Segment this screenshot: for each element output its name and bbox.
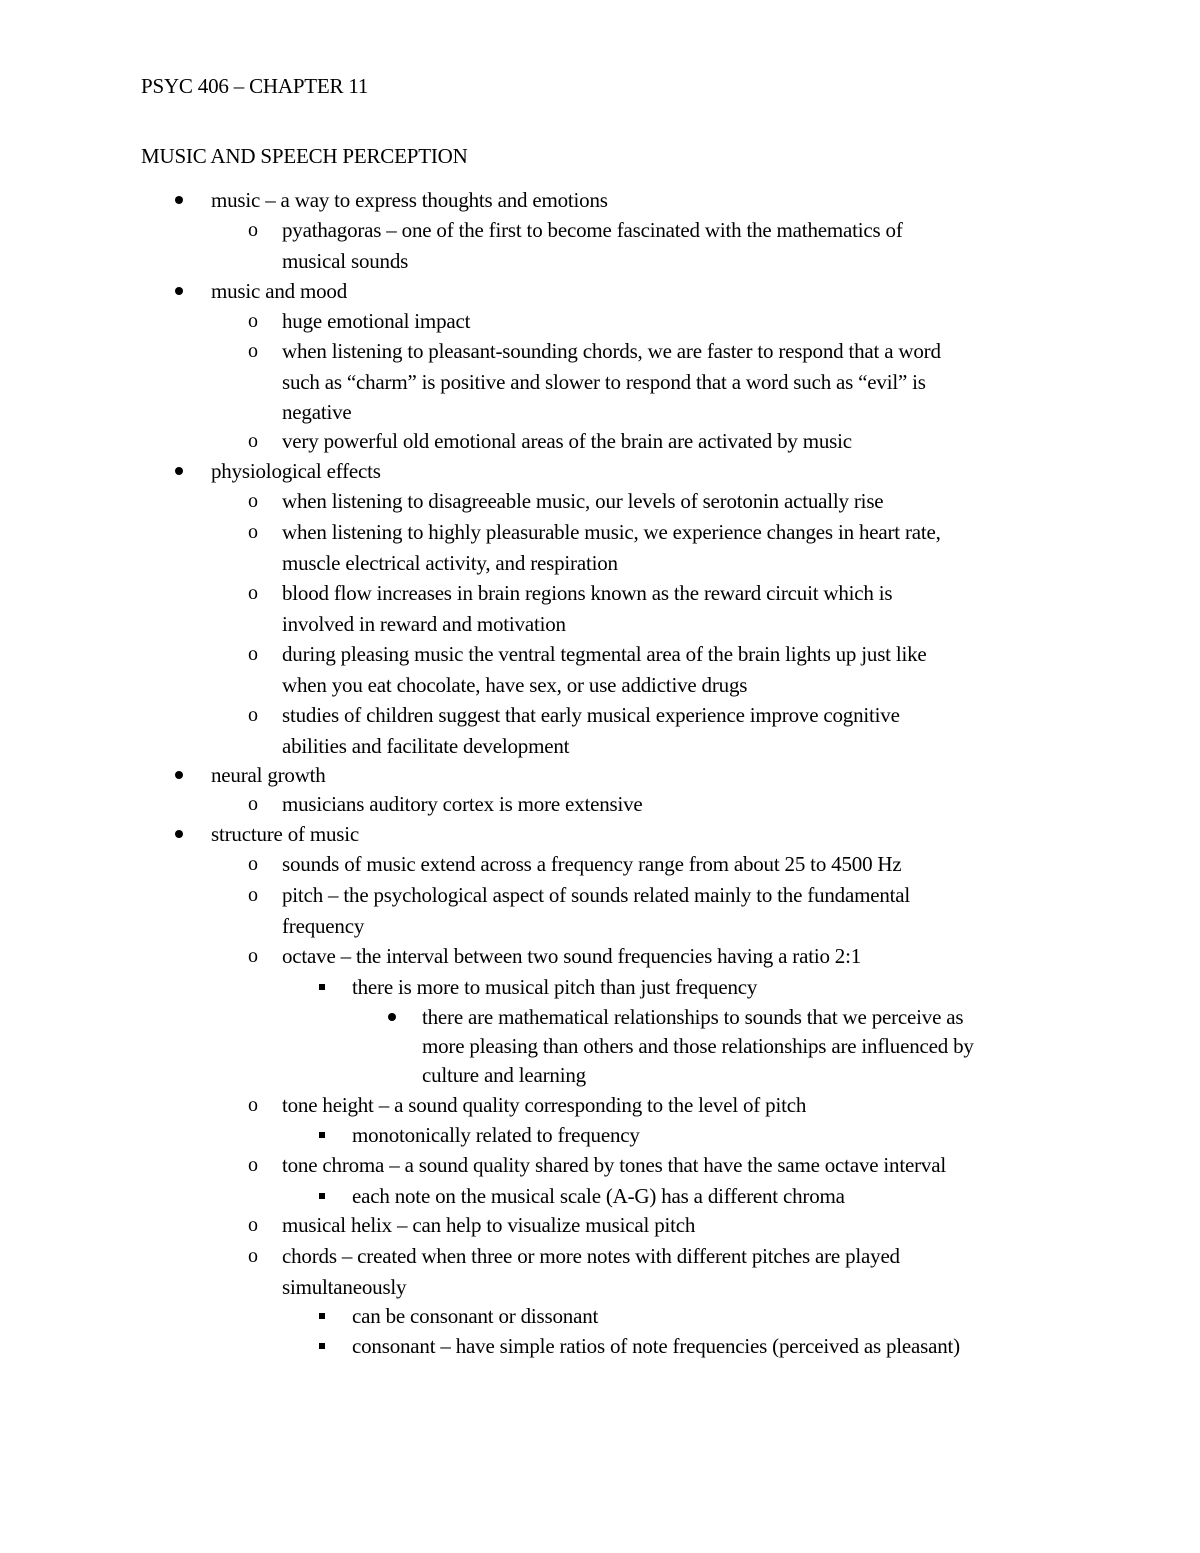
list-item-text: culture and learning	[422, 1063, 586, 1087]
list-item-text: sounds of music extend across a frequency range from about 25 to 4500 Hz	[282, 852, 902, 876]
list-item-text: structure of music	[211, 822, 360, 846]
bullet-square-icon	[319, 984, 325, 990]
bullet-dot-icon	[175, 830, 183, 838]
list-item-text: can be consonant or dissonant	[352, 1304, 599, 1328]
list-item-text: each note on the musical scale (A-G) has a different chroma	[352, 1184, 845, 1208]
list-item-text: such as “charm” is positive and slower to respond that a word such as “evil” is	[282, 370, 926, 394]
bullet-dot-icon	[175, 287, 183, 295]
list-item-text: pitch – the psychological aspect of sounds related mainly to the fundamental	[282, 883, 911, 907]
list-item-text: when listening to pleasant-sounding chords, we are faster to respond that a word	[282, 339, 941, 363]
list-item-text: very powerful old emotional areas of the brain are activated by music	[282, 429, 852, 453]
bullet-dot-icon	[175, 467, 183, 475]
list-item-text: blood flow increases in brain regions known as the reward circuit which is	[282, 581, 893, 605]
bullet-square-icon	[319, 1193, 325, 1199]
bullet-circle-icon: o	[248, 582, 258, 604]
list-item-text: abilities and facilitate development	[282, 734, 570, 758]
list-item-text: musical sounds	[282, 249, 409, 273]
bullet-circle-icon: o	[248, 340, 258, 362]
list-item-text: when listening to disagreeable music, our levels of serotonin actually rise	[282, 489, 884, 513]
list-item-text: octave – the interval between two sound frequencies having a ratio 2:1	[282, 944, 862, 968]
list-item-text: involved in reward and motivation	[282, 612, 566, 636]
bullet-circle-icon: o	[248, 490, 258, 512]
bullet-circle-icon: o	[248, 1245, 258, 1267]
list-item-text: muscle electrical activity, and respiration	[282, 551, 618, 575]
list-item-text: negative	[282, 400, 352, 424]
bullet-circle-icon: o	[248, 1094, 258, 1116]
bullet-circle-icon: o	[248, 310, 258, 332]
bullet-circle-icon: o	[248, 884, 258, 906]
bullet-circle-icon: o	[248, 945, 258, 967]
list-item-text: when listening to highly pleasurable music, we experience changes in heart rate,	[282, 520, 941, 544]
list-item-text: music and mood	[211, 279, 348, 303]
list-item-text: when you eat chocolate, have sex, or use addictive drugs	[282, 673, 748, 697]
bullet-dot-icon	[388, 1013, 396, 1021]
bullet-circle-icon: o	[248, 430, 258, 452]
bullet-square-icon	[319, 1132, 325, 1138]
bullet-circle-icon: o	[248, 1214, 258, 1236]
bullet-circle-icon: o	[248, 853, 258, 875]
list-item-text: tone height – a sound quality corresponding to the level of pitch	[282, 1093, 807, 1117]
list-item-text: monotonically related to frequency	[352, 1123, 640, 1147]
list-item-text: there is more to musical pitch than just frequency	[352, 975, 758, 999]
bullet-square-icon	[319, 1313, 325, 1319]
list-item-text: neural growth	[211, 763, 326, 787]
list-item-text: frequency	[282, 914, 365, 938]
list-item-text: musical helix – can help to visualize musical pitch	[282, 1213, 696, 1237]
list-item-text: there are mathematical relationships to sounds that we perceive as	[422, 1005, 964, 1029]
bullet-circle-icon: o	[248, 643, 258, 665]
list-item-text: during pleasing music the ventral tegmental area of the brain lights up just like	[282, 642, 927, 666]
list-item-text: consonant – have simple ratios of note frequencies (perceived as pleasant)	[352, 1334, 960, 1358]
list-item-text: tone chroma – a sound quality shared by tones that have the same octave interval	[282, 1153, 946, 1177]
list-item-text: chords – created when three or more notes with different pitches are played	[282, 1244, 900, 1268]
bullet-circle-icon: o	[248, 521, 258, 543]
bullet-dot-icon	[175, 771, 183, 779]
list-item-text: physiological effects	[211, 459, 381, 483]
list-item-text: more pleasing than others and those relationships are influenced by	[422, 1034, 974, 1058]
bullet-dot-icon	[175, 196, 183, 204]
bullet-circle-icon: o	[248, 704, 258, 726]
list-item-text: music – a way to express thoughts and emotions	[211, 188, 608, 212]
course-title: PSYC 406 – CHAPTER 11	[141, 74, 369, 98]
section-title: MUSIC AND SPEECH PERCEPTION	[141, 144, 468, 168]
bullet-circle-icon: o	[248, 793, 258, 815]
bullet-circle-icon: o	[248, 1154, 258, 1176]
bullet-square-icon	[319, 1343, 325, 1349]
list-item-text: pyathagoras – one of the first to become fascinated with the mathematics of	[282, 218, 903, 242]
list-item-text: huge emotional impact	[282, 309, 471, 333]
list-item-text: musicians auditory cortex is more extensive	[282, 792, 643, 816]
bullet-circle-icon: o	[248, 219, 258, 241]
list-item-text: simultaneously	[282, 1275, 407, 1299]
list-item-text: studies of children suggest that early musical experience improve cognitive	[282, 703, 900, 727]
